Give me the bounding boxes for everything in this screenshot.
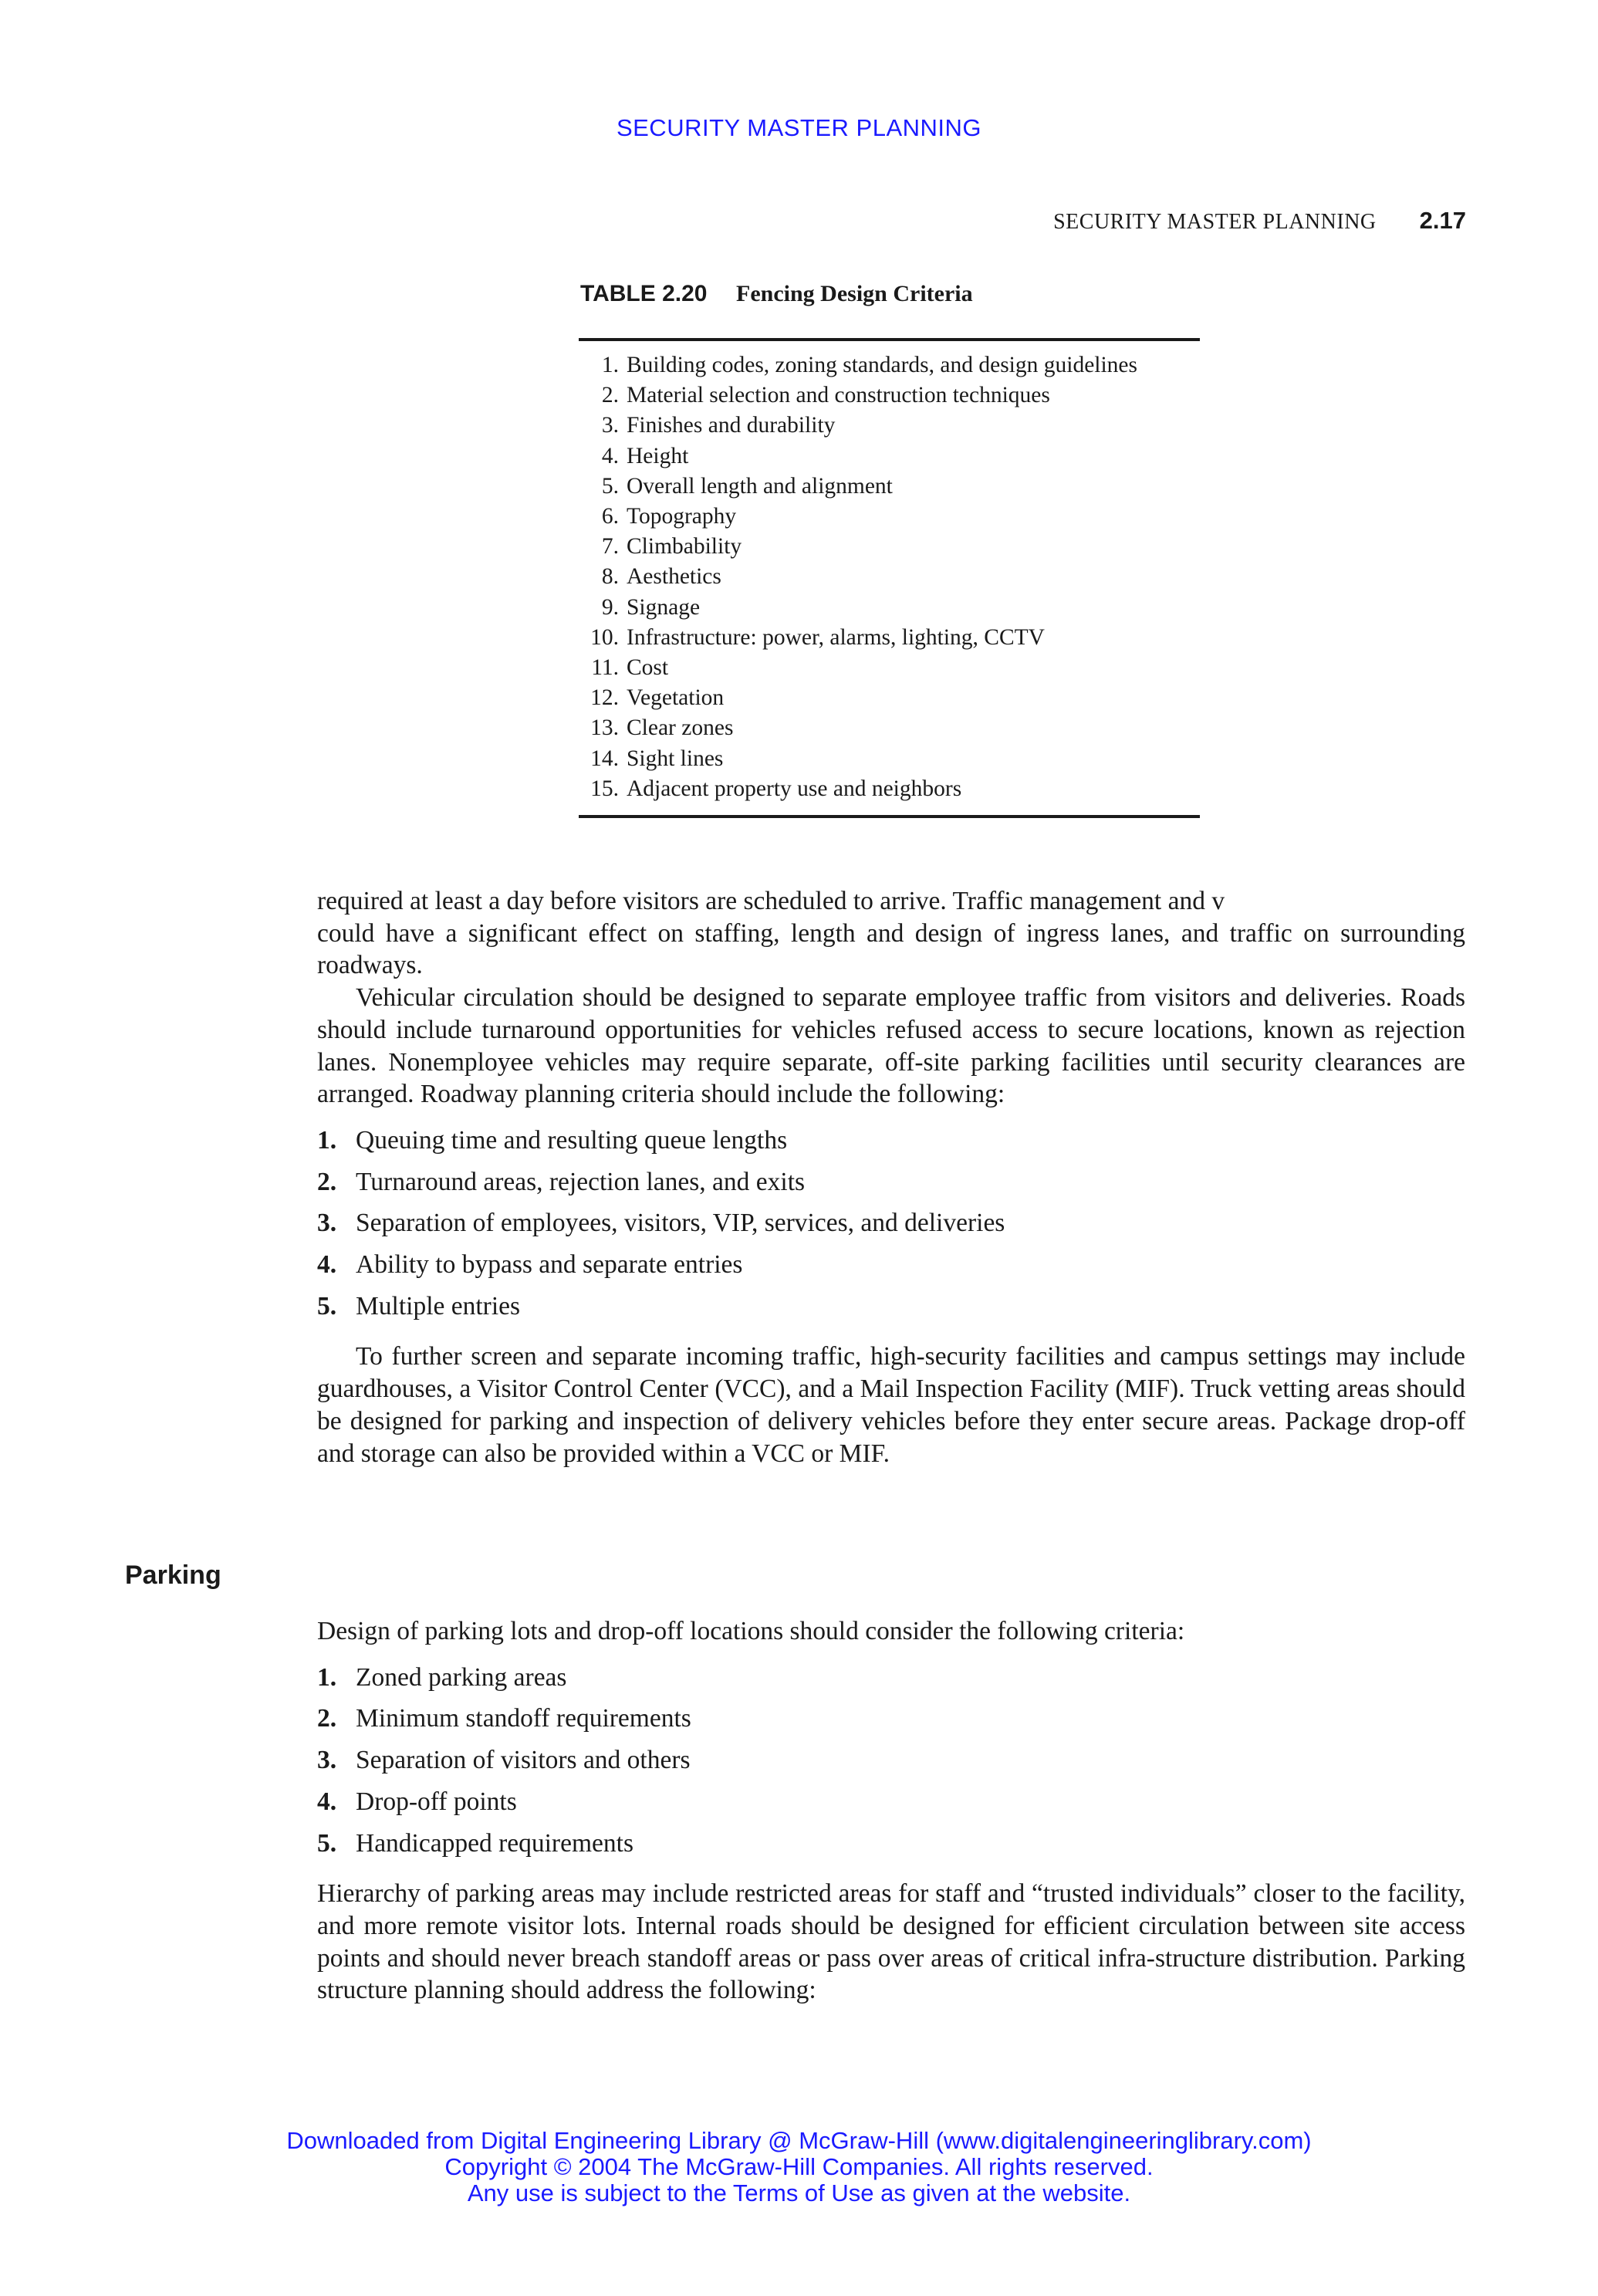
- roadway-list-item: [317, 1120, 1465, 1162]
- roadway-list-item-number: 4.: [317, 1250, 337, 1280]
- table-list-item-number: 1.: [601, 353, 619, 377]
- paragraph-1-continued: could have a significant effect on staffing, length and design of ingress lanes, and traffic on surrounding roadways.: [317, 918, 1465, 980]
- table-list-item: [579, 380, 1200, 411]
- table-2-20: [579, 281, 1200, 818]
- table-list-item-text: Clear zones: [627, 715, 734, 741]
- roadway-list-item-number: 3.: [317, 1209, 337, 1238]
- table-list-item: [579, 441, 1200, 472]
- parking-intro: Design of parking lots and drop-off locations should consider the following criteria:: [317, 1617, 1185, 1645]
- parking-list-item: [317, 1823, 1465, 1865]
- parking-list-item-text: Minimum standoff requirements: [356, 1704, 691, 1733]
- roadway-list-item: [317, 1202, 1465, 1244]
- paragraph-3: To further screen and separate incoming traffic, high-security facilities and campus settings may include guardhouses, a Visitor Control Center (VCC), and a Mail Inspection Facility (MIF). Truck vetting areas should be designed for parking and inspection of delivery vehicles before they enter secure areas. Package drop-off and storage can also be provided within a VCC or MIF.: [317, 1342, 1465, 1468]
- roadway-list-item: [317, 1162, 1465, 1203]
- table-list-item: [579, 532, 1200, 562]
- roadway-list-item-text: Turnaround areas, rejection lanes, and exits: [356, 1167, 806, 1196]
- roadway-list-item-number: 5.: [317, 1291, 337, 1320]
- table-list-item-text: Cost: [627, 655, 669, 681]
- footer-download-line[interactable]: Downloaded from Digital Engineering Library @ McGraw-Hill (www.digitalengineeringlibrary.com): [286, 2127, 1312, 2154]
- roadway-list-item-text: Queuing time and resulting queue lengths: [356, 1125, 788, 1155]
- running-head: [1053, 207, 1466, 235]
- running-head-title: SECURITY MASTER PLANNING: [1053, 210, 1377, 234]
- table-list-item-text: Climbability: [627, 534, 742, 560]
- parking-section: [317, 1615, 1465, 2007]
- parking-list-item-text: Separation of visitors and others: [356, 1746, 691, 1775]
- roadway-list-item: [317, 1286, 1465, 1327]
- parking-list-item-text: Handicapped requirements: [356, 1828, 633, 1858]
- table-list: [579, 341, 1200, 815]
- table-list-item-number: 6.: [601, 504, 619, 529]
- table-list-item-number: 15.: [590, 776, 619, 801]
- roadway-list-item-number: 1.: [317, 1125, 337, 1155]
- table-list-item-text: Adjacent property use and neighbors: [627, 776, 962, 801]
- table-list-item-number: 13.: [590, 715, 619, 741]
- table-list-item: [579, 350, 1200, 380]
- table-list-item-number: 10.: [590, 624, 619, 650]
- table-list-item: [579, 653, 1200, 683]
- parking-list-item: [317, 1698, 1465, 1740]
- footer: [0, 2128, 1598, 2206]
- table-list-item-number: 14.: [590, 746, 619, 771]
- parking-list-item-number: 5.: [317, 1828, 337, 1858]
- table-number: TABLE 2.20: [580, 281, 708, 306]
- table-list-item-text: Topography: [627, 504, 737, 529]
- table-list-item-text: Overall length and alignment: [627, 473, 893, 499]
- table-list-item-text: Building codes, zoning standards, and design guidelines: [627, 353, 1138, 377]
- table-list-item: [579, 683, 1200, 713]
- roadway-list-item-text: Ability to bypass and separate entries: [356, 1250, 743, 1280]
- parking-list-item-number: 1.: [317, 1662, 337, 1692]
- table-list-item-number: 9.: [601, 594, 619, 620]
- parking-list-item-number: 4.: [317, 1787, 337, 1816]
- table-list-item: [579, 472, 1200, 502]
- table-list-item-number: 12.: [590, 685, 619, 711]
- table-list-item-number: 4.: [601, 443, 619, 468]
- table-list-item-number: 2.: [601, 383, 619, 408]
- table-list-item: [579, 713, 1200, 743]
- footer-copyright-line: Copyright © 2004 The McGraw-Hill Companies. All rights reserved.: [444, 2153, 1154, 2180]
- table-list-item: [579, 774, 1200, 804]
- table-bottom-rule: [579, 815, 1200, 818]
- parking-list-item-text: Zoned parking areas: [356, 1662, 567, 1692]
- table-list-item-text: Height: [627, 443, 689, 468]
- parking-list-item-number: 2.: [317, 1704, 337, 1733]
- table-list-item: [579, 593, 1200, 623]
- paragraph-2: Vehicular circulation should be designed to separate employee traffic from visitors and deliveries. Roads should include turnaround opportunities for vehicles refused access to secure locations, known as rejection lanes. Nonemployee vehicles may require separate, off-site parking facilities until security clearances are arranged. Roadway planning criteria should include the following:: [317, 983, 1465, 1109]
- table-list-item: [579, 502, 1200, 532]
- table-list-item: [579, 744, 1200, 774]
- parking-criteria-list: [317, 1657, 1465, 1865]
- table-list-item: [579, 562, 1200, 592]
- parking-list-item-number: 3.: [317, 1746, 337, 1775]
- table-list-item-number: 7.: [601, 534, 619, 560]
- table-list-item-text: Signage: [627, 594, 701, 620]
- paragraph-1-first-line: required at least a day before visitors are scheduled to arrive. Traffic management and v: [317, 887, 1225, 915]
- table-list-item-text: Infrastructure: power, alarms, lighting, CCTV: [627, 624, 1045, 650]
- table-list-item-text: Vegetation: [627, 685, 725, 711]
- section-heading-parking: Parking: [125, 1561, 221, 1590]
- main-text: [317, 885, 1465, 1469]
- roadway-list-item-text: Multiple entries: [356, 1291, 521, 1320]
- parking-list-item: [317, 1657, 1465, 1699]
- table-list-item-number: 3.: [601, 413, 619, 438]
- parking-list-item: [317, 1740, 1465, 1781]
- table-list-item: [579, 623, 1200, 653]
- roadway-list-item-text: Separation of employees, visitors, VIP, services, and deliveries: [356, 1209, 1005, 1238]
- parking-closing-paragraph: Hierarchy of parking areas may include restricted areas for staff and “trusted individuals” closer to the facility, and more remote visitor lots. Internal roads should be designed for efficient circulation between site access points and should never breach standoff areas or pass over areas of critical infra-structure distribution. Parking structure planning should address the following:: [317, 1879, 1465, 2005]
- table-list-item-number: 11.: [591, 655, 619, 681]
- page-number: 2.17: [1419, 207, 1466, 234]
- table-list-item-text: Finishes and durability: [627, 413, 836, 438]
- table-caption: [580, 281, 1200, 307]
- table-list-item-text: Sight lines: [627, 746, 724, 771]
- table-title: Fencing Design Criteria: [736, 281, 973, 306]
- roadway-list-item-number: 2.: [317, 1167, 337, 1196]
- roadway-criteria-list: [317, 1120, 1465, 1327]
- table-list-item-number: 5.: [601, 473, 619, 499]
- footer-terms-line[interactable]: Any use is subject to the Terms of Use as given at the website.: [467, 2179, 1131, 2206]
- top-banner: SECURITY MASTER PLANNING: [616, 114, 982, 141]
- table-list-item: [579, 411, 1200, 441]
- table-list-item-text: Aesthetics: [627, 564, 721, 590]
- table-list-item-text: Material selection and construction techniques: [627, 383, 1050, 408]
- roadway-list-item: [317, 1244, 1465, 1286]
- parking-list-item-text: Drop-off points: [356, 1787, 517, 1816]
- table-list-item-number: 8.: [601, 564, 619, 590]
- parking-list-item: [317, 1781, 1465, 1823]
